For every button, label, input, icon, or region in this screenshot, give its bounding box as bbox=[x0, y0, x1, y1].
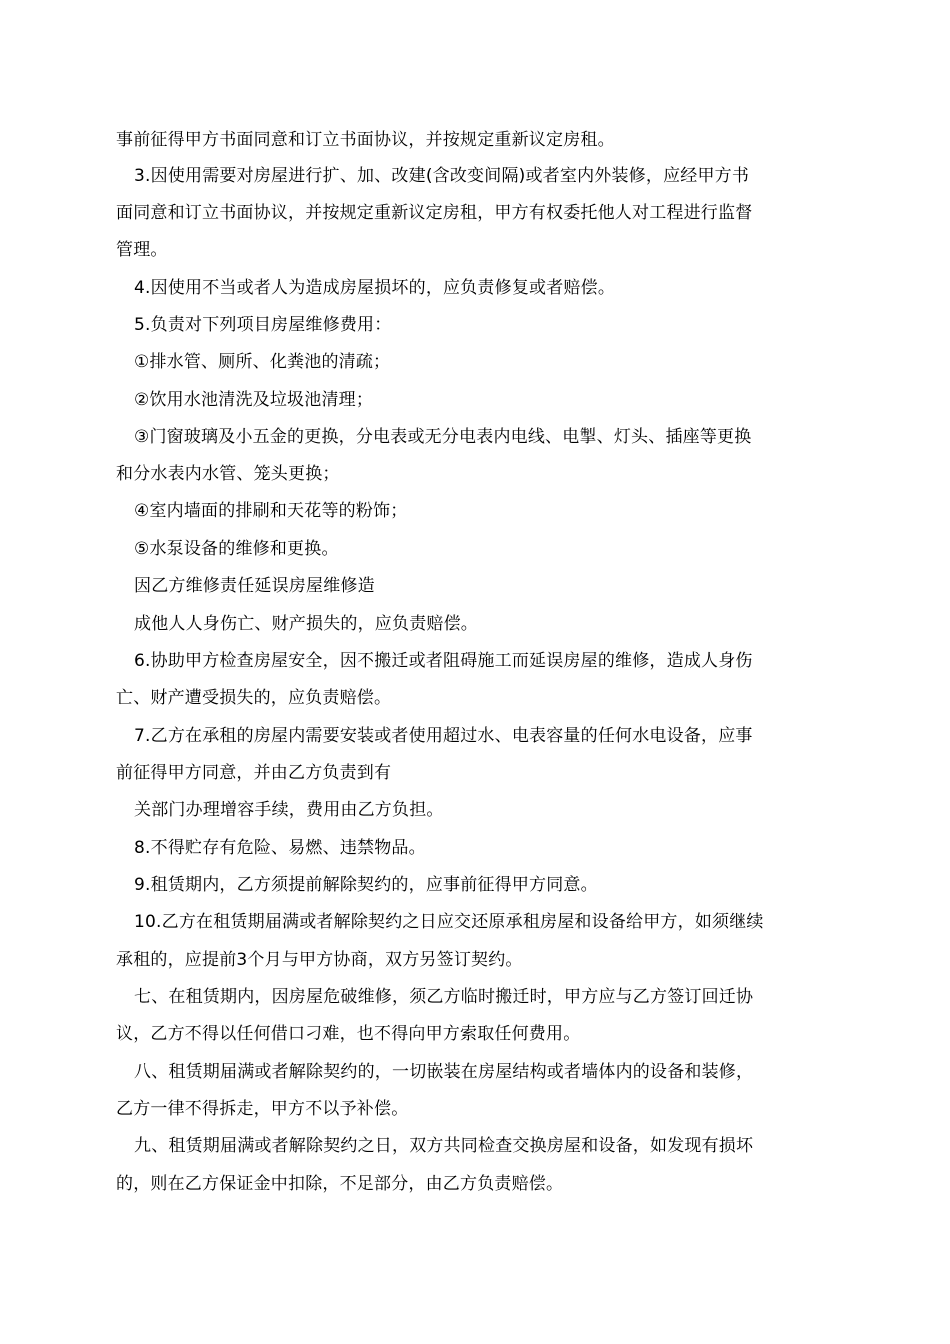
text-line: 7.乙方在承租的房屋内需要安装或者使用超过水、电表容量的任何水电设备，应事 bbox=[134, 726, 753, 746]
text-line: 3.因使用需要对房屋进行扩、加、改建(含改变间隔)或者室内外装修，应经甲方书 bbox=[134, 166, 750, 186]
text-line: 成他人人身伤亡、财产损失的，应负责赔偿。 bbox=[134, 614, 478, 634]
text-line: 9.租赁期内，乙方须提前解除契约的，应事前征得甲方同意。 bbox=[134, 875, 598, 895]
text-line: ⑤水泵设备的维修和更换。 bbox=[134, 539, 339, 559]
text-line: 事前征得甲方书面同意和订立书面协议，并按规定重新议定房租。 bbox=[116, 130, 615, 150]
text-line: ④室内墙面的排刷和天花等的粉饰； bbox=[134, 501, 408, 521]
text-line: 前征得甲方同意，并由乙方负责到有 bbox=[116, 763, 392, 783]
text-line: 议，乙方不得以任何借口刁难，也不得向甲方索取任何费用。 bbox=[116, 1024, 581, 1044]
text-line: 10.乙方在租赁期届满或者解除契约之日应交还原承租房屋和设备给甲方，如须继续 bbox=[134, 912, 764, 932]
text-line: 七、在租赁期内，因房屋危破维修，须乙方临时搬迁时，甲方应与乙方签订回迁协 bbox=[134, 987, 754, 1007]
text-line: 关部门办理增容手续，费用由乙方负担。 bbox=[134, 800, 444, 820]
text-line: 4.因使用不当或者人为造成房屋损坏的，应负责修复或者赔偿。 bbox=[134, 278, 616, 298]
text-line: 的，则在乙方保证金中扣除，不足部分，由乙方负责赔偿。 bbox=[116, 1174, 564, 1194]
text-line: 6.协助甲方检查房屋安全，因不搬迁或者阻碍施工而延误房屋的维修，造成人身伤 bbox=[134, 651, 753, 671]
text-line: 8.不得贮存有危险、易燃、违禁物品。 bbox=[134, 838, 426, 858]
text-line: 因乙方维修责任延误房屋维修造 bbox=[134, 576, 375, 596]
text-line: ③门窗玻璃及小五金的更换，分电表或无分电表内电线、电掣、灯头、插座等更换 bbox=[134, 427, 752, 447]
text-line: ②饮用水池清洗及垃圾池清理； bbox=[134, 390, 374, 410]
text-line: 和分水表内水管、笼头更换； bbox=[116, 464, 340, 484]
text-line: 管理。 bbox=[116, 240, 168, 260]
text-line: 面同意和订立书面协议，并按规定重新议定房租，甲方有权委托他人对工程进行监督 bbox=[116, 203, 753, 223]
text-line: 亡、财产遭受损失的，应负责赔偿。 bbox=[116, 688, 392, 708]
text-line: 八、租赁期届满或者解除契约的，一切嵌装在房屋结构或者墙体内的设备和装修， bbox=[134, 1062, 754, 1082]
text-line: 承租的，应提前3个月与甲方协商，双方另签订契约。 bbox=[116, 950, 523, 970]
text-line: 九、租赁期届满或者解除契约之日，双方共同检查交换房屋和设备，如发现有损坏 bbox=[134, 1136, 754, 1156]
text-line: ①排水管、厕所、化粪池的清疏； bbox=[134, 352, 391, 372]
text-line: 5.负责对下列项目房屋维修费用： bbox=[134, 315, 392, 335]
text-line: 乙方一律不得拆走，甲方不以予补偿。 bbox=[116, 1099, 409, 1119]
